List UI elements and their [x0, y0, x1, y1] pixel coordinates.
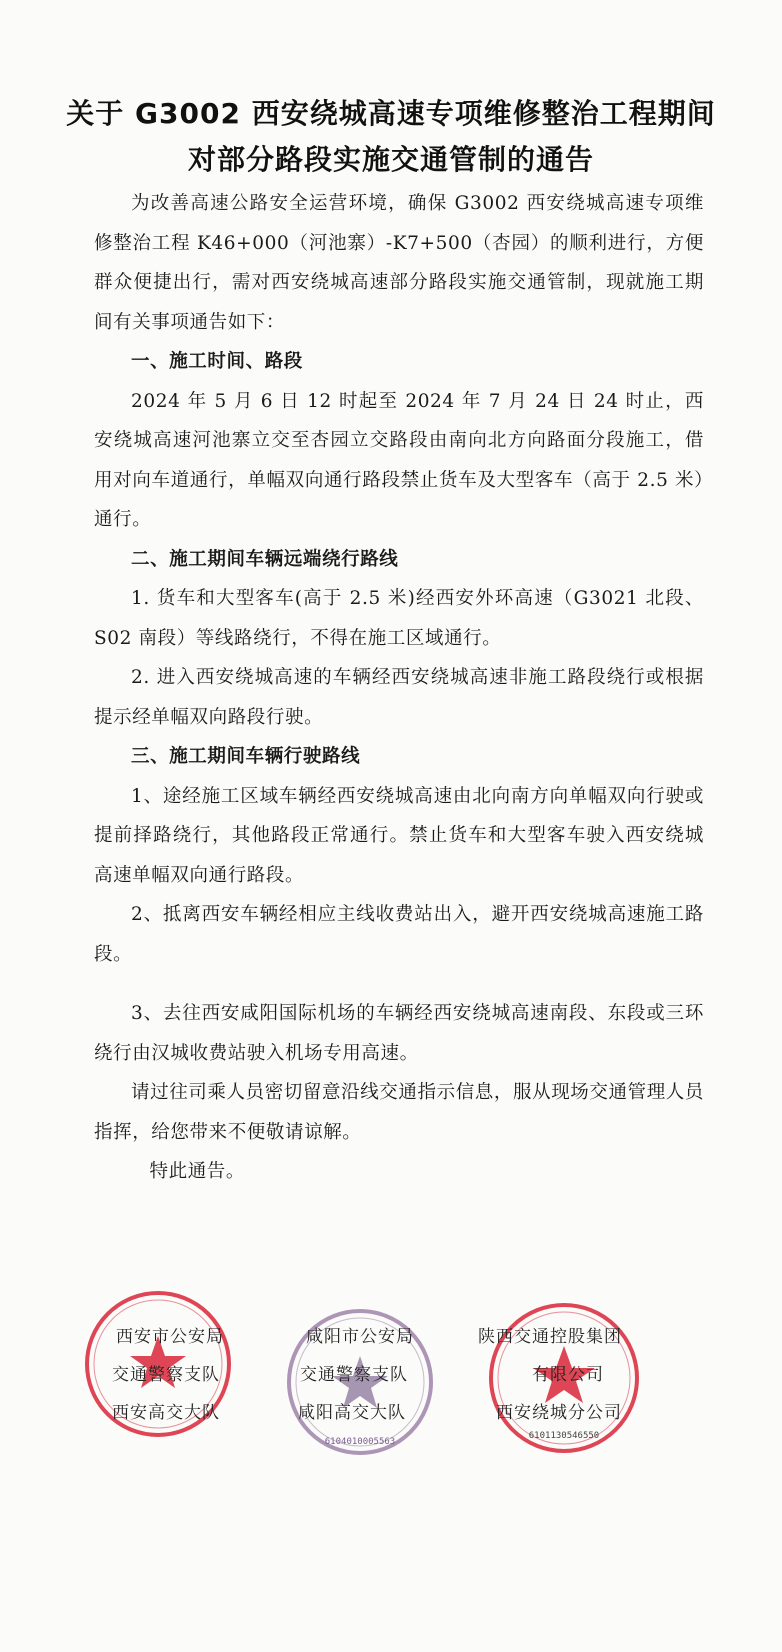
closing-paragraph: 请过往司乘人员密切留意沿线交通指示信息，服从现场交通管理人员指挥，给您带来不便敬请谅解。: [94, 1082, 705, 1143]
org-1-line-3: 西安高交大队: [112, 1403, 220, 1423]
org-3-line-2: 有限公司: [532, 1365, 604, 1385]
org-2-line-2: 交通警察支队: [300, 1365, 408, 1385]
section-3-item-2: 2、抵离西安车辆经相应主线收费站出入，避开西安绕城高速施工路段。: [94, 904, 704, 965]
intro-paragraph: 为改善高速公路安全运营环境，确保 G3002 西安绕城高速专项维修整治工程 K46+000（河池寨）-K7+500（杏园）的顺利进行，方便群众便捷出行，需对西安绕城高速部分路段实施交通管制，现就施工期间有关事项通告如下：: [94, 193, 704, 333]
org-3-line-1: 陕西交通控股集团: [478, 1327, 622, 1347]
section-3-item-1: 1、途经施工区域车辆经西安绕城高速由北向南方向单幅双向行驶或提前择路绕行，其他路段正常通行。禁止货车和大型客车驶入西安绕城高速单幅双向通行路段。: [94, 785, 704, 886]
section-2-heading: 二、施工期间车辆远端绕行路线: [131, 548, 399, 570]
section-3-item-3: 3、去往西安咸阳国际机场的车辆经西安绕城高速南段、东段或三环绕行由汉城收费站驶入机场专用高速。: [94, 1003, 704, 1064]
notice-title-line-2: 对部分路段实施交通管制的通告: [187, 143, 594, 176]
notice-body: [94, 184, 704, 1192]
paragraph-gap: [94, 974, 704, 994]
closing-statement: 特此通告。: [149, 1161, 246, 1182]
seal-2-code: 6104010005563: [324, 1437, 396, 1447]
org-1-line-2: 交通警察支队: [112, 1365, 220, 1385]
section-2-item-2: 2. 进入西安绕城高速的车辆经西安绕城高速非施工路段绕行或根据提示经单幅双向路段行驶。: [94, 667, 704, 728]
section-3-heading: 三、施工期间车辆行驶路线: [131, 746, 361, 767]
notice-title-line-1: 关于 G3002 西安绕城高速专项维修整治工程期间: [66, 97, 716, 130]
seal-3-code: 6101130546550: [528, 1431, 600, 1441]
org-2-line-3: 咸阳高交大队: [298, 1403, 406, 1423]
section-2-item-1: 1. 货车和大型客车(高于 2.5 米)经西安外环高速（G3021 北段、S02 南段）等线路绕行，不得在施工区域通行。: [94, 588, 704, 649]
org-1-line-1: 西安市公安局: [116, 1327, 224, 1347]
org-2-line-1: 咸阳市公安局: [306, 1327, 414, 1347]
section-1-paragraph: 2024 年 5 月 6 日 12 时起至 2024 年 7 月 24 日 24 时止，西安绕城高速河池寨立交至杏园立交路段由南向北方向路面分段施工，借用对向车道通行，单幅双向通行路段禁止货车及大型客车（高于 2.5 米）通行。: [94, 390, 704, 530]
org-3-line-3: 西安绕城分公司: [496, 1403, 622, 1423]
section-1-heading: 一、施工时间、路段: [131, 351, 303, 372]
